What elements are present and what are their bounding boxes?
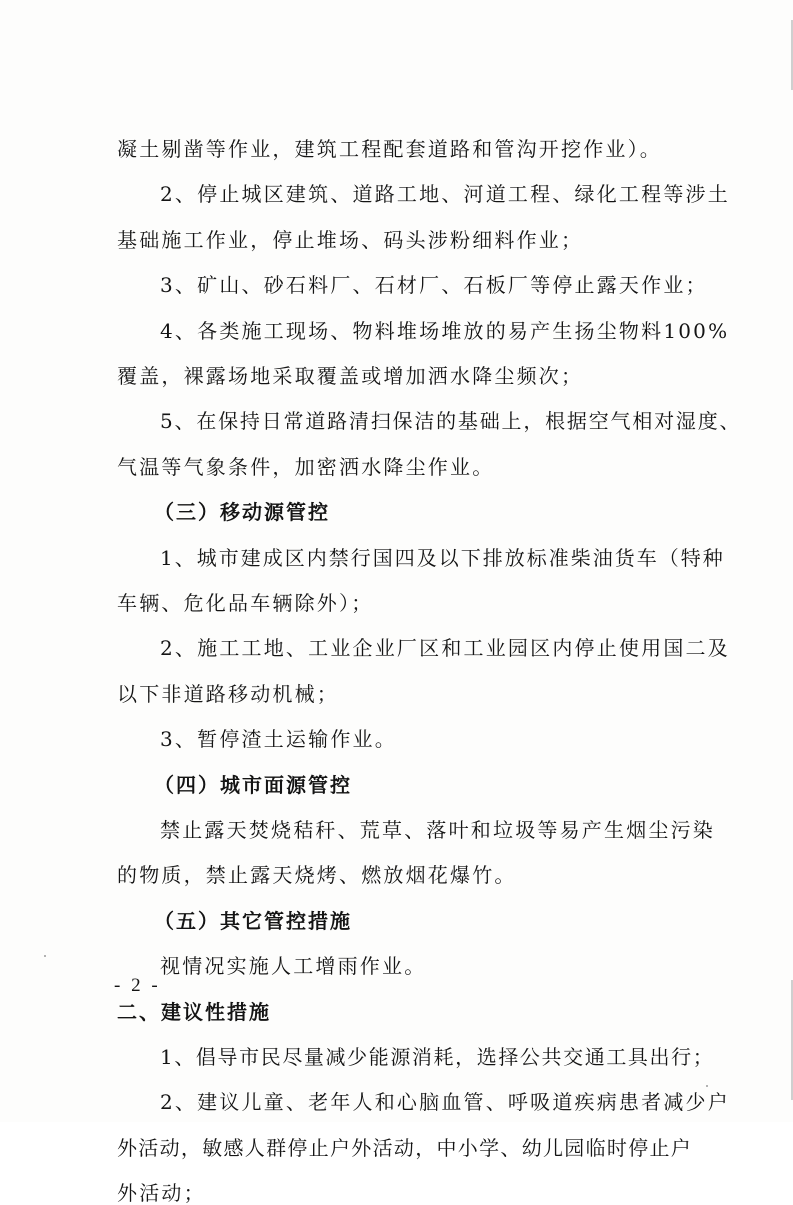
text-line-2: 2、停止城区建筑、道路工地、河道工程、绿化工程等涉土 <box>160 182 730 206</box>
text-line-5: 4、各类施工现场、物料堆场堆放的易产生扬尘物料100% <box>160 319 730 343</box>
text-line-22: 2、建议儿童、老年人和心脑血管、呼吸道疾病患者减少户 <box>160 1090 730 1114</box>
text-line-11: 车辆、危化品车辆除外）； <box>117 591 374 615</box>
text-line-8: 气温等气象条件，加密洒水降尘作业。 <box>117 455 495 479</box>
text-line-4: 3、矿山、砂石料厂、石材厂、石板厂等停止露天作业； <box>160 273 708 297</box>
section-heading-urban-area-source: （四）城市面源管控 <box>154 773 352 797</box>
text-line-16: 禁止露天焚烧秸秆、荒草、落叶和垃圾等易产生烟尘污染 <box>160 818 715 842</box>
text-line-7: 5、在保持日常道路清扫保洁的基础上，根据空气相对湿度、 <box>160 409 742 433</box>
text-line-21: 1、倡导市民尽量减少能源消耗，选择公共交通工具出行； <box>160 1045 715 1069</box>
scan-speck <box>44 955 46 957</box>
text-line-17: 的物质，禁止露天烧烤、燃放烟花爆竹。 <box>117 863 517 887</box>
section-heading-other-measures: （五）其它管控措施 <box>154 909 352 933</box>
text-line-12: 2、施工工地、工业企业厂区和工业园区内停止使用国二及 <box>160 636 730 660</box>
text-line-6: 覆盖，裸露场地采取覆盖或增加洒水降尘频次； <box>117 364 584 388</box>
text-line-10: 1、城市建成区内禁行国四及以下排放标准柴油货车（特种 <box>160 546 725 570</box>
text-line-24: 外活动； <box>117 1181 206 1205</box>
text-line-3: 基础施工作业，停止堆场、码头涉粉细料作业； <box>117 228 584 252</box>
scan-speck <box>706 1085 708 1087</box>
section-heading-mobile-source: （三）移动源管控 <box>154 500 330 524</box>
page-number: - 2 - <box>114 975 161 996</box>
section-heading-advisory-measures: 二、建议性措施 <box>117 1000 271 1024</box>
text-line-23: 外活动，敏感人群停止户外活动，中小学、幼儿园临时停止户 <box>117 1136 693 1160</box>
text-line-13: 以下非道路移动机械； <box>117 682 339 706</box>
text-line-19: 视情况实施人工增雨作业。 <box>160 954 427 978</box>
text-line-14: 3、暂停渣土运输作业。 <box>160 727 397 751</box>
text-line-1: 凝土剔凿等作业，建筑工程配套道路和管沟开挖作业）。 <box>117 137 662 161</box>
